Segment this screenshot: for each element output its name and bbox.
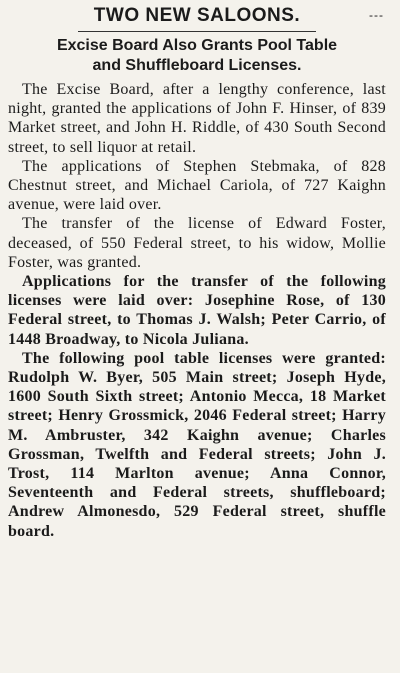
paragraph-1: The Excise Board, after a lengthy conference, last night, granted the applications of John F. Hinser, of 839 Market street, and John H. Riddle, of 430 South Second street, to sell liquor at retail. bbox=[8, 81, 386, 156]
corner-mark: --- bbox=[369, 8, 384, 22]
subhead bbox=[8, 36, 386, 76]
headline: TWO NEW SALOONS. bbox=[93, 5, 301, 26]
headline-rule bbox=[78, 31, 316, 32]
article-body bbox=[8, 80, 386, 541]
paragraph-5: The following pool table licenses were granted: Rudolph W. Byer, 505 Main street; Joseph Hyde, 1600 South Sixth street; Antonio Mecca, 18 Market street; Henry Grossmick, 2046 Federal street; Harry M. Ambruster, 342 Kaighn avenue; Charles Grossman, Twelfth and Federal streets; John J. Trost, 114 Marlton avenue; Anna Connor, Seventeenth and Federal streets, shuffleboard; Andrew Almonesdo, 529 Federal street, shuffle board. bbox=[8, 349, 386, 540]
paragraph-2: The applications of Stephen Stebmaka, of 828 Chestnut street, and Michael Cariola, of 727 Kaighn avenue, were laid over. bbox=[8, 157, 386, 214]
paragraph-4: Applications for the transfer of the following licenses were laid over: Josephine Rose, of 130 Federal street, to Thomas J. Walsh; Peter Carrio, of 1448 Broadway, to Nicola Juliana. bbox=[8, 273, 386, 348]
paragraph-3: The transfer of the license of Edward Foster, deceased, of 550 Federal street, to his widow, Mollie Foster, was granted. bbox=[8, 215, 386, 271]
subhead-line-1: Excise Board Also Grants Pool Table bbox=[56, 37, 338, 54]
subhead-line-2: and Shuffleboard Licenses. bbox=[92, 57, 302, 74]
